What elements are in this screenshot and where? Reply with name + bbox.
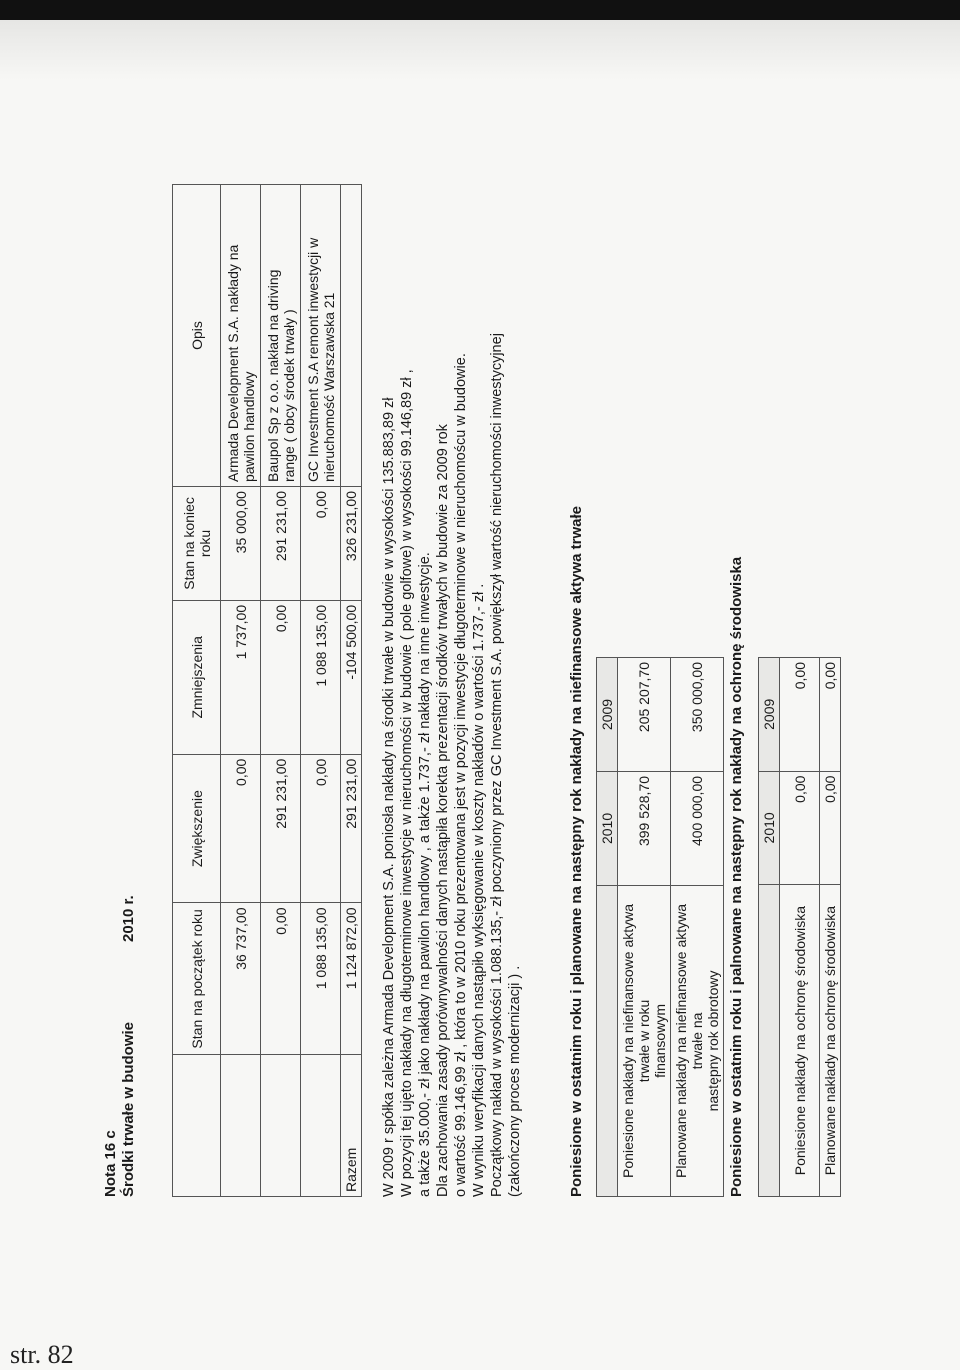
- row-label: [221, 1055, 261, 1197]
- cell-end: 0,00: [301, 487, 341, 601]
- cell-end: 35 000,00: [221, 487, 261, 601]
- label-line: Planowane nakłady na niefinansowe aktywa trwałe na: [673, 903, 705, 1178]
- header-blank: [597, 885, 618, 1196]
- cell-2009: 0,00: [780, 658, 820, 772]
- header-blank: [173, 1055, 221, 1197]
- header-2010: 2010: [597, 771, 618, 885]
- section1-title: Poniesione w ostatnim roku i planowane na następny rok nakłady na niefinansowe aktywa trwałe: [568, 505, 585, 1197]
- cell-increase: 291 231,00: [261, 754, 301, 903]
- cell-decrease: 1 088 135,00: [301, 600, 341, 754]
- note-subtitle: Środki trwałe w budowie: [120, 1021, 137, 1197]
- table-header-row: [759, 658, 780, 1197]
- paragraph-line: a także 35.000,- zł jako nakłady na pawilon handlowy , a także 1.737,- zł nakłady na inne inwestycje.: [417, 552, 433, 1197]
- header-2009: 2009: [759, 658, 780, 772]
- paragraph-line: Początkowy nakład w wysokości 1.088.135,- zł poczyniony przez GC Investment S.A. powiększył wartość nieruchomości inwestycyjnej: [489, 333, 505, 1197]
- total-label: Razem: [341, 1055, 362, 1197]
- environment-table: [758, 657, 841, 1197]
- row-label: Poniesione nakłady na ochronę środowiska: [780, 885, 820, 1197]
- header-increase: Zwiększenie: [173, 754, 221, 903]
- total-increase: 291 231,00: [341, 754, 362, 903]
- cell-increase: 0,00: [301, 754, 341, 903]
- cell-start: 0,00: [261, 903, 301, 1055]
- cell-2010: 0,00: [820, 771, 841, 885]
- table-row: [820, 658, 841, 1197]
- paragraph-line: (zakończony proces modernizacji ) .: [507, 965, 523, 1197]
- table-header-row: [173, 185, 221, 1197]
- header-blank: [759, 885, 780, 1197]
- nonfinancial-assets-table: [596, 657, 724, 1197]
- total-end: 326 231,00: [341, 487, 362, 601]
- cell-desc: [261, 185, 301, 487]
- paragraph-line: W wyniku weryfikacji danych nastąpiło wyksięgowanie w koszty nakładów o wartości 1.737,- zł .: [471, 583, 487, 1197]
- row-label: [261, 1055, 301, 1197]
- total-desc: [341, 185, 362, 487]
- cell-desc: [221, 185, 261, 487]
- cell-start: 36 737,00: [221, 903, 261, 1055]
- paragraph-line: W pozycji tej ujęto nakłady na długoterminowe inwestycje w nieruchomości w budowie ( pole golfowe) w wysokości 99.146,89 zł ,: [399, 369, 415, 1197]
- total-start: 1 124 872,00: [341, 903, 362, 1055]
- header-desc: Opis: [173, 185, 221, 487]
- paragraph-line: Dla zachowania zasady porównywalności danych nastąpiła korekta prezentacji środków trwałych w budowie za 2009 rok: [435, 424, 451, 1197]
- table-row: [618, 658, 671, 1197]
- total-decrease: -104 500,00: [341, 600, 362, 754]
- table-row: [671, 658, 724, 1197]
- cell-2009: 0,00: [820, 658, 841, 772]
- header-2010: 2010: [759, 771, 780, 885]
- label-line: finansowym: [652, 1004, 668, 1078]
- cell-2009: 205 207,70: [618, 658, 671, 772]
- cell-2009: 350 000,00: [671, 658, 724, 772]
- note-title: Nota 16 c: [102, 1130, 119, 1197]
- paragraph-line: o wartość 99.146,99 zł , która to w 2010 roku prezentowana jest w pozycji inwestycje długoterminowe w nieruchomoścu w budowie.: [453, 353, 469, 1197]
- section2-title: Poniesione w ostatnim roku i palnowane na następny rok nakłady na ochronę środowiska: [728, 556, 745, 1197]
- row-label: [618, 885, 671, 1196]
- table-row: [221, 185, 261, 1197]
- description-paragraph: [380, 97, 524, 1197]
- page-number: str. 82: [10, 1340, 74, 1369]
- note-year: 2010 r.: [120, 895, 137, 942]
- table-row: [261, 185, 301, 1197]
- label-line: Poniesione nakłady na niefinansowe aktywa trwałe w roku: [620, 903, 652, 1178]
- table-total-row: [341, 185, 362, 1197]
- desc-line: Armada Development S.A. nakłady na: [224, 244, 241, 483]
- desc-line: pawilon handlowy: [240, 371, 257, 483]
- desc-line: Baupol Sp z o.o. nakład na driving: [264, 269, 281, 483]
- fixed-assets-table: [172, 184, 362, 1197]
- row-label: [671, 885, 724, 1196]
- cell-2010: 399 528,70: [618, 771, 671, 885]
- row-label: Planowane nakłady na ochronę środowiska: [820, 885, 841, 1197]
- header-decrease: Zmniejszenia: [173, 600, 221, 754]
- table-row: [780, 658, 820, 1197]
- paragraph-line: W 2009 r spółka zależna Armada Development S.A. poniosła nakłady na środki trwałe w budowie w wysokości 135.883,89 zł: [381, 397, 397, 1197]
- cell-desc: [301, 185, 341, 487]
- table-row: [301, 185, 341, 1197]
- cell-decrease: 0,00: [261, 600, 301, 754]
- header-start: Stan na początek roku: [173, 903, 221, 1055]
- desc-line: nieruchomość Warszawska 21: [320, 292, 337, 483]
- header-end: Stan na koniec roku: [173, 487, 221, 601]
- header-2009: 2009: [597, 658, 618, 772]
- cell-decrease: 1 737,00: [221, 600, 261, 754]
- cell-2010: 400 000,00: [671, 771, 724, 885]
- desc-line: range ( obcy środek trwały ): [280, 309, 297, 483]
- label-line: następny rok obrotowy: [705, 970, 721, 1112]
- desc-line: GC Investment S.A remont inwestycji w: [304, 237, 321, 483]
- cell-increase: 0,00: [221, 754, 261, 903]
- cell-2010: 0,00: [780, 771, 820, 885]
- table-header-row: [597, 658, 618, 1197]
- cell-start: 1 088 135,00: [301, 903, 341, 1055]
- row-label: [301, 1055, 341, 1197]
- cell-end: 291 231,00: [261, 487, 301, 601]
